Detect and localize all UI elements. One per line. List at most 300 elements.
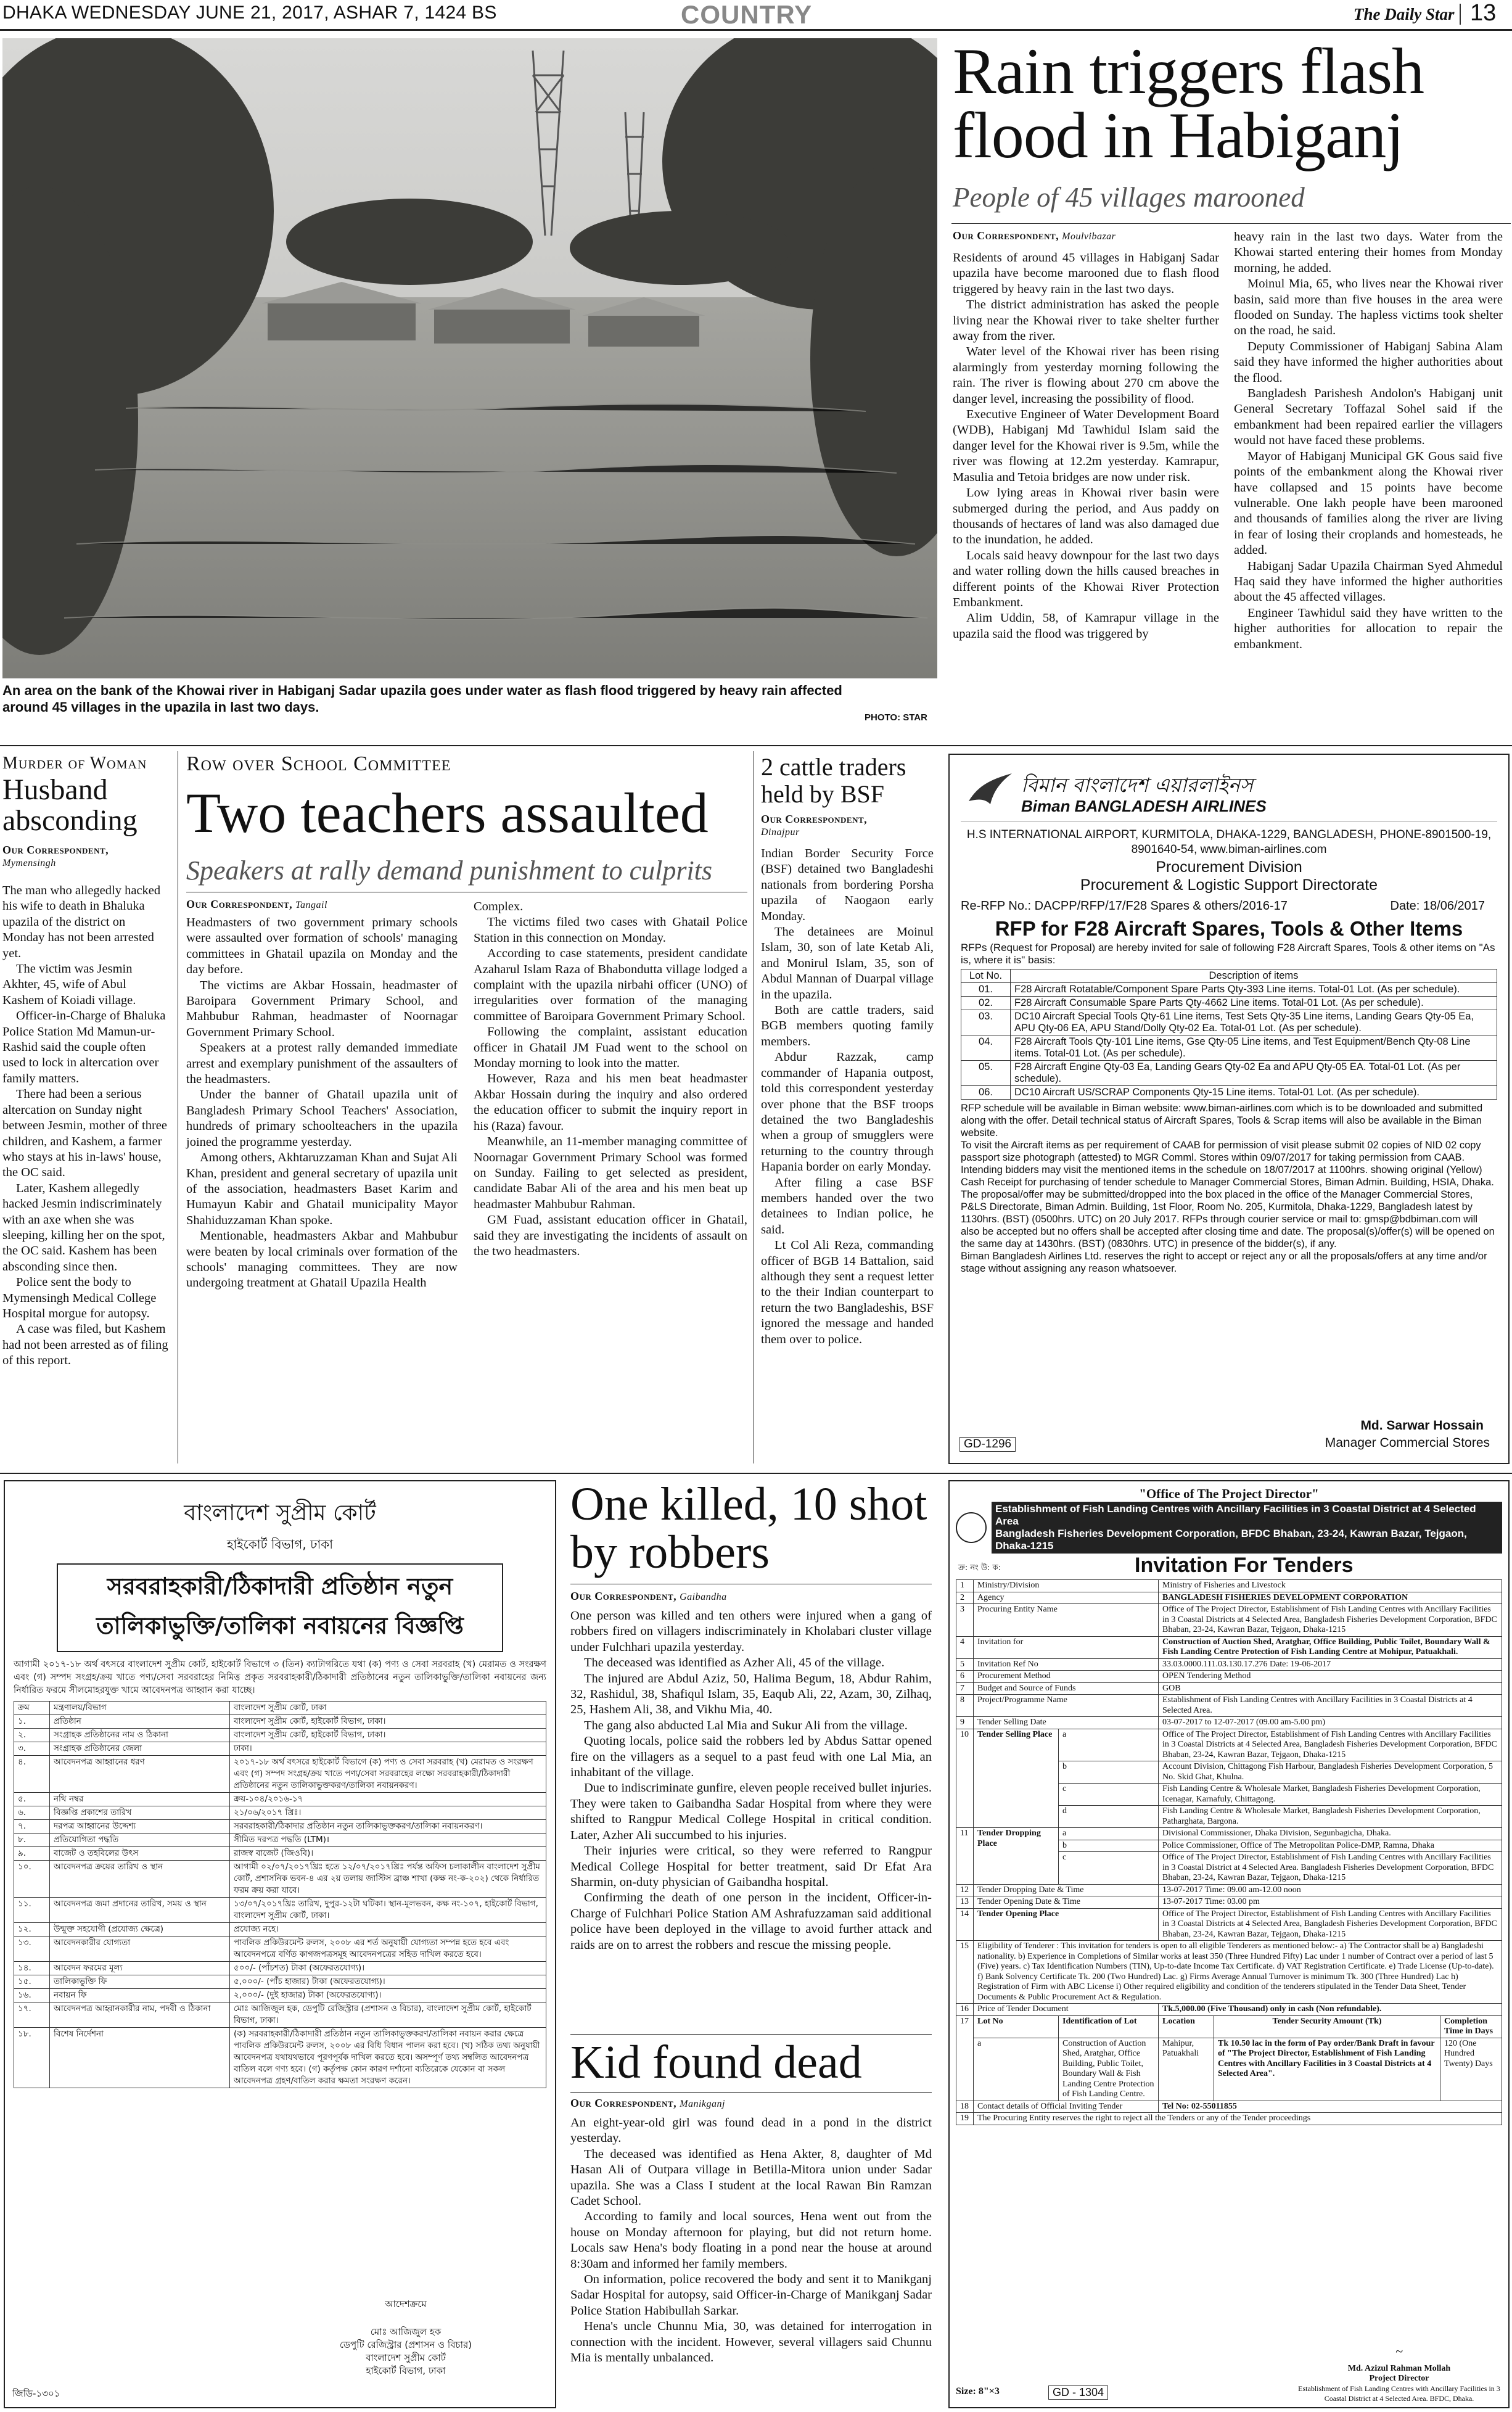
paragraph: The deceased was identified as Hena Akter, 8, daughter of Md Hasan Ali of Outpara village in Betilla-Mitora union under Sadar upazila. She was a Class I student at the local Rawan Bin Ramzan Cadet School. [570, 2147, 932, 2208]
fish-price: Tk.5,000.00 (Five Thousand) only in cash (Non refundable). [1159, 2004, 1502, 2016]
paragraph: On information, police recovered the body and sent it to Manikganj Sadar Hospital for autopsy, said Officer-in-Charge of Manikganj Sadar Police Station Habibullah Sarkar. [570, 2273, 932, 2318]
fish-row-no: 16 [956, 2004, 974, 2016]
robbers-body [570, 1608, 932, 1953]
court-row-item: বিজ্ঞপ্তি প্রকাশের তারিখ [50, 1806, 230, 1820]
lead-byline-place: Moulvibazar [1062, 231, 1116, 242]
fish-selling-val: Office of The Project Director, Establishment of Fish Landing Centres with Ancillary Facilities in 3 Coastal Districts at 4 Selected Area, Bangladesh Fisheries Development Corporation, BFDC Bhaban, 23-24, Kawran Bazar, Tejgaon, Dhaka-1215 [1159, 1729, 1502, 1761]
fish-key: a [1059, 1828, 1159, 1840]
court-row-no: ১০. [14, 1861, 50, 1898]
fish-row-no: 7 [956, 1682, 974, 1695]
court-head-item: মন্ত্রণালয়/বিভাগ [50, 1702, 230, 1715]
fish-row-label: Invitation for [974, 1636, 1159, 1658]
paragraph: Mayor of Habiganj Municipal GK Gous said five points of the embankment along the Khowai river have collapsed and 15 points have become vulnerable. One lakh people have been marooned and thousands of families along the river are living in fear of losing their croplands and homesteads, he added. [1234, 449, 1503, 558]
kid-byline-place: Manikganj [680, 2099, 725, 2109]
robbers-byline [570, 1590, 727, 1603]
masthead-dateline: DHAKA WEDNESDAY JUNE 21, 2017, ASHAR 7, 1424 BS [2, 2, 497, 23]
biman-ref-row [961, 899, 1497, 913]
lot-no: 06. [961, 1086, 1011, 1100]
biman-terms [961, 1102, 1497, 1275]
paragraph: The man who allegedly hacked his wife to death in Bhaluka upazila of the district on Monday has not been arrested yet. [2, 884, 161, 960]
court-row-item: আবেদনপত্র আহ্বানের ধরণ [50, 1756, 230, 1793]
court-row-item: নথি নম্বর [50, 1793, 230, 1806]
photo-caption: An area on the bank of the Khowai river in Habiganj Sadar upazila goes under water as flash flood triggered by heavy rain affected around 45 villages in the upazila in last two days. [2, 683, 842, 715]
fish-h-sec: Tender Security Amount (Tk) [1214, 2015, 1440, 2038]
fish-row-label: Procurement Method [974, 1671, 1159, 1683]
biman-code: GD-1296 [959, 1437, 1016, 1452]
court-row-no: ১৪. [14, 1962, 50, 1975]
fish-row-label: Tender Opening Date & Time [974, 1896, 1159, 1909]
fish-selling-val: Account Division, Chittagong Fish Harbour, Bangladesh Fisheries Development Corporation, 5 No. Skid Ghat, Khulna. [1159, 1761, 1502, 1784]
biman-directorate: Procurement & Logistic Support Directorate [1080, 876, 1378, 894]
fish-sign-org: Establishment of Fish Landing Centres with Ancillary Facilities in 3 Coastal District at 4 Selected Area. BFDC, Dhaka. [1298, 2384, 1500, 2403]
fish-row-val: BANGLADESH FISHERIES DEVELOPMENT CORPORATION [1159, 1592, 1502, 1604]
court-row-val: বাংলাদেশ সুপ্রীম কোর্ট, হাইকোর্ট বিভাগ, ঢাকা। [230, 1715, 546, 1729]
fish-row-no: 19 [956, 2113, 974, 2125]
fish-office: "Office of The Project Director" [1139, 1486, 1319, 1501]
court-sign-name: মোঃ আজিজুল হক [370, 2326, 442, 2337]
robbers-headline: One killed, 10 shot by robbers [570, 1478, 927, 1578]
paragraph: However, Raza and his men beat headmaster Akbar Hossain during the inquiry and also ordered the education officer to submit the inquiry report in his (Raza) favour. [474, 1072, 747, 1133]
fish-code: GD - 1304 [1048, 2385, 1108, 2400]
fish-lot-id: Construction of Auction Shed, Aratghar, Office Building, Public Toilet, Boundary Wall & Fish Landing Centre Protection of Fish Landing Centre. [1059, 2038, 1159, 2101]
lead-subhead: People of 45 villages marooned [953, 182, 1305, 213]
lead-byline [953, 229, 1116, 242]
fish-row-no: 17 [956, 2015, 974, 2101]
kid-body [570, 2115, 932, 2366]
paragraph: Residents of around 45 villages in Habiganj Sadar upazila have become marooned due to flash flood triggered by heavy rain in the last two days. [953, 251, 1219, 296]
paragraph: According to family and local sources, Hena went out from the house on Monday afternoon for playing, but did not return home. Locals saw Hena's body floating in a pond near the house at around 8:30am and informed her family members. [570, 2210, 932, 2271]
paragraph: The deceased was identified as Azher Ali, 45 of the village. [584, 1656, 885, 1670]
paragraph: Confirming the death of one person in the incident, Officer-in-Charge of Fulchhari Police Station AM Ashrafuzzaman said additional police have been deployed in the village to avoid further attack and raids are on to arrest the robbers and rescue the missing people. [570, 1891, 932, 1952]
fish-size: Size: 8"×3 [956, 2386, 1000, 2397]
court-row-item: তালিকাভুক্তি ফি [50, 1975, 230, 1989]
teachers-headline: Two teachers assaulted [186, 781, 709, 844]
fish-row-no: 14 [956, 1908, 974, 1941]
murder-kicker: Murder of Woman [2, 754, 147, 773]
cattle-headline: 2 cattle traders held by BSF [761, 753, 906, 808]
court-row-item: আবেদনপত্র ক্রয়ের তারিখ ও স্থান [50, 1861, 230, 1898]
paragraph: Moinul Mia, 65, who lives near the Khowai river basin, said more than five houses in the area were flooded on Sunday. The hapless victims took shelter on the road, he said. [1234, 277, 1503, 338]
biman-logo-bangla: বিমান বাংলাদেশ এয়ারলাইনস [1021, 773, 1254, 797]
paragraph: There had been a serious altercation on Sunday night between Jesmin, mother of three children, and Kashem, a farmer who stays at his in-laws' house, the OC said. [2, 1087, 167, 1180]
court-row-no: ২. [14, 1729, 50, 1742]
court-row-item: প্রতিযোগিতা পদ্ধতি [50, 1834, 230, 1847]
biman-ad [948, 754, 1510, 1464]
court-row-val: ২,০০০/- (দুই হাজার) টাকা (অফেরতযোগ্য)। [230, 1989, 546, 2002]
paragraph: GM Fuad, assistant education officer in Ghatail, said they are investigating the incidents of assault on the two headmasters. [474, 1213, 747, 1258]
paragraph: After filing a case BSF members handed over the two detainees to Indian police, he said. [761, 1175, 934, 1237]
biman-term: RFP schedule will be available in Biman website: www.biman-airlines.com which is to be downloaded and submitted along with the offer. Detail technical status of Aircraft Spares, Tools & Scrap items will also be available in the Biman website. [961, 1103, 1483, 1138]
court-row-no: ১১. [14, 1898, 50, 1923]
court-row-val: ক্রয়-১০৪/২০১৬-১৭ [230, 1793, 546, 1806]
fish-lot-no: a [974, 2038, 1059, 2101]
paragraph: Following the complaint, assistant education officer in Ghatail JM Fuad went to the school on Monday morning to look into the matter. [474, 1025, 747, 1071]
fish-table [956, 1579, 1502, 2125]
court-head-val: বাংলাদেশ সুপ্রীম কোর্ট, ঢাকা [230, 1702, 546, 1715]
court-row-no: ১৩. [14, 1937, 50, 1962]
desc-header: Description of items [1011, 969, 1497, 983]
fish-row-no: 1 [956, 1580, 974, 1592]
teachers-column-1 [186, 915, 458, 1291]
fish-signature [1297, 2344, 1501, 2403]
paragraph: Abdur Razzak, camp commander of Hapania outpost, told this correspondent yesterday over phone that the BSF troops detained the two Bangladeshis when a group of smugglers were returning to the country through Hapania border on early Monday. [761, 1050, 934, 1174]
murder-byline-text: Our Correspondent, [2, 844, 109, 856]
court-table [14, 1701, 546, 2088]
court-row-val: মোঃ আজিজুল হক, ডেপুটি রেজিস্ট্রার (প্রশাসন ও বিচার), বাংলাদেশ সুপ্রীম কোর্ট, হাইকোর্ট বিভাগ, ঢাকা। [230, 2002, 546, 2028]
paragraph: Alim Uddin, 58, of Kamrapur village in the upazila said the flood was triggered by [953, 611, 1219, 641]
fish-lot-sec: Tk 10.50 lac in the form of Pay order/Bank Draft in favour of "The Project Director, Establishment of Fish Landing Centres with Ancillary Facilities in 3 Coastal Districts at 4 Selected Area". [1214, 2038, 1440, 2101]
fish-row-label: Procuring Entity Name [974, 1604, 1159, 1637]
fish-row-no: 8 [956, 1695, 974, 1717]
court-row-no: ৬. [14, 1806, 50, 1820]
fish-sign-title: Project Director [1369, 2374, 1429, 2383]
fish-selling-val: Fish Landing Centre & Wholesale Market, Bangladesh Fisheries Development Corporation, Icenagar, Karnafuly, Chittagong. [1159, 1784, 1502, 1806]
court-row-no: ৮. [14, 1834, 50, 1847]
fish-title-row [956, 1554, 1502, 1579]
court-ad [4, 1480, 556, 2408]
paragraph: Engineer Tawhidul said they have written to the higher authorities for allocation to repair the embankment. [1234, 606, 1503, 651]
fish-selling-val: Fish Landing Centre & Wholesale Market, Bangladesh Fisheries Development Corporation, Patharghata, Bargona. [1159, 1806, 1502, 1828]
fish-row-label: Project/Programme Name [974, 1695, 1159, 1717]
section-label: COUNTRY [681, 0, 813, 29]
paragraph: Low lying areas in Khowai river basin were submerged during the period, and Aus paddy on thousands of hectares of land was also damaged due to the inundation, he added. [953, 486, 1219, 547]
lead-column-2 [1234, 229, 1503, 652]
court-sign-pre: আদেশক্রমে [385, 2299, 427, 2310]
court-row-no: ৪. [14, 1756, 50, 1793]
paragraph: Hena's uncle Chunnu Mia, 30, was detained for interrogation in connection with the incident. However, several villagers said Chunnu Mia is mentally unbalanced. [570, 2319, 932, 2365]
fish-contact: Tel No: 02-55011855 [1159, 2101, 1502, 2113]
paragraph: Among others, Akhtaruzzaman Khan and Sujat Ali Khan, president and general secretary of upazila unit of the association, headmasters Baset Karim and Humayun Kabir and Ghatail municipality Mayor Shahiduzzaman Khan spoke. [186, 1151, 458, 1227]
court-row-val: ২০১৭-১৮ অর্থ বৎসরে হাইকোর্ট বিভাগে (ক) পণ্য ও সেবা সরবরাহ (খ) মেরামত ও সংরক্ষণ এবং (গ) সম্পদ সংগ্রহ/ক্রয় খাতে পণ্য/সেবা সরবরাহের লক্ষ্যে সরবরাহকারী/ঠিকাদারী প্রতিষ্ঠানের নতুন তালিকাভুক্তকরণ/তালিকা নবায়নকরণ। [230, 1756, 546, 1793]
kid-byline [570, 2097, 725, 2110]
teachers-byline-place: Tangail [295, 900, 327, 910]
lot-no: 02. [961, 997, 1011, 1010]
court-row-item: আবেদনপত্র জমা প্রদানের তারিখ, সময় ও স্থান [50, 1898, 230, 1923]
paragraph: Mentionable, headmasters Akbar and Mahbubur were beaten by local criminals over formation of the schools' managing committees. They are now undergoing treatment at Ghatail Upazila Health [186, 1229, 458, 1290]
biman-sign-name: Md. Sarwar Hossain [1360, 1418, 1484, 1433]
fish-row-no: 4 [956, 1636, 974, 1658]
teachers-byline [186, 898, 327, 911]
paragraph: Indian Border Security Force (BSF) detained two Bangladeshi nationals from bordering Porsha upazila of Naogaon early Monday. [761, 847, 934, 923]
stork-logo-icon [966, 767, 1015, 810]
lot-desc: F28 Aircraft Consumable Spare Parts Qty-4662 Line items. Total-01 Lot. (As per schedule). [1011, 997, 1497, 1010]
fish-row-no: 6 [956, 1671, 974, 1683]
court-row-no: ১৫. [14, 1975, 50, 1989]
court-row-no: ১৮. [14, 2028, 50, 2088]
biman-division: Procurement Division [1156, 858, 1302, 876]
fish-row-no: 13 [956, 1896, 974, 1909]
section-rule [0, 745, 1512, 746]
paragraph: Meanwhile, an 11-member managing committee of Noornagar Government Primary School was formed on Sunday. Failing to get selected as president, candidate Babar Ali of the area and his men beat up headmaster Mahbubur Rahman. [474, 1135, 747, 1211]
fish-row-val: 03-07-2017 to 12-07-2017 (09.00 am-5.00 pm) [1159, 1717, 1502, 1729]
section-rule [0, 1473, 1512, 1474]
teachers-byline-text: Our Correspondent, [186, 898, 293, 910]
fish-ref: ক্র: নং উ: ক: [958, 1563, 1001, 1573]
biman-intro: RFPs (Request for Proposal) are hereby invited for sale of following F28 Aircraft Spares, Tools & other items on "As is, where it is" basis: [961, 942, 1495, 966]
court-row-no: ১৭. [14, 2002, 50, 2028]
fish-dropping-val: Police Commissioner, Office of The Metropolitan Police-DMP, Ramna, Dhaka [1159, 1840, 1502, 1852]
kid-byline-text: Our Correspondent, [570, 2097, 677, 2109]
fish-row-no: 12 [956, 1884, 974, 1896]
kid-rule [570, 2092, 932, 2093]
paragraph: Their injuries were critical, so they were referred to Rangpur Medical College Hospital for better treatment, said Dr Efat Ara Sharmin, on-duty physician of Gaibandha hospital. [570, 1844, 932, 1889]
paragraph: The victims filed two cases with Ghatail Police Station in this connection on Monday. [474, 915, 747, 945]
paragraph: Locals said heavy downpour for the last two days and water rolling down the hills caused breaches in different points of the Khowai River Protection Embankment. [953, 548, 1219, 609]
court-row-val: ১৩/০৭/২০১৭খ্রিঃ তারিখ, দুপুর-১২টা ঘটিকা। স্থান-মূলভবন, কক্ষ নং-১০৭, হাইকোর্ট বিভাগ, বাংলাদেশ সুপ্রীম কোর্ট, ঢাকা। [230, 1898, 546, 1923]
biman-address: H.S INTERNATIONAL AIRPORT, KURMITOLA, DHAKA-1229, BANGLADESH, PHONE-8901500-19, 8901640-54, www.biman-airlines.com [966, 828, 1492, 856]
fish-row-no: 2 [956, 1592, 974, 1604]
paragraph: Headmasters of two government primary schools were assaulted over formation of schools' managing committees in Ghatail upazila on Monday and the day before. [186, 916, 458, 977]
bfdc-logo-icon [956, 1512, 987, 1543]
court-banner [57, 1563, 503, 1652]
court-row-val: প্রযোজ্য নহে। [230, 1923, 546, 1937]
murder-byline [2, 844, 169, 870]
paragraph: The victims are Akbar Hossain, headmaster of Baroipara Government Primary School, and Mahbubur Rahman, headmaster of Noornagar Government Primary School. [186, 978, 458, 1039]
paragraph: Water level of the Khowai river has been rising alarmingly from yesterday morning following the rain. The river is flowing about 270 cm above the danger level, increasing the possibility of flood. [953, 345, 1219, 406]
court-intro: আগামী ২০১৭-১৮ অর্থ বৎসরে বাংলাদেশ সুপ্রীম কোর্ট, হাইকোর্ট বিভাগে ৩ (তিন) ক্যাটাগরিতে যথা (ক) পণ্য ও সেবা সরবরাহ (খ) মেরামত ও সংরক্ষণ এবং (গ) সম্পদ সংগ্রহ/ক্রয় খাতে পণ্য/সেবা সরবরাহের নিমিত্ত প্রকৃত সরবরাহকারী/ঠিকাদারী প্রতিষ্ঠানের নতুন তালিকাভুক্তি/তালিকা নবায়নের জন্য নির্ধারিত ফরমে সীলমোহরযুক্ত খামে আবেদনপত্র আহ্বান করা যাচ্ছে। [14, 1660, 546, 1695]
court-row-val: পাবলিক প্রকিউরমেন্ট রুলস, ২০০৮ এর শর্ত অনুযায়ী যোগ্যতা সম্পন্ন হতে হবে এবং আবেদনপত্রে বর্ণিত কাগজপত্রসমূহ আবেদনপত্রের সহিত দাখিল করতে হবে। [230, 1937, 546, 1962]
biman-title: RFP for F28 Aircraft Spares, Tools & Other Items [995, 917, 1463, 940]
court-subtitle: হাইকোর্ট বিভাগ, ঢাকা [226, 1537, 334, 1552]
fish-dropping-val: Divisional Commissioner, Dhaka Division, Segunbagicha, Dhaka. [1159, 1828, 1502, 1840]
court-row-item: সংগ্রাহক প্রতিষ্ঠানের নাম ও ঠিকানা [50, 1729, 230, 1742]
court-row-item: সংগ্রাহক প্রতিষ্ঠানের জেলা [50, 1742, 230, 1756]
lot-no: 05. [961, 1061, 1011, 1086]
paragraph: Bangladesh Parishesh Andolon's Habiganj unit General Secretary Toffazal Sohel said if the embankment had been repaired earlier the villagers would not have faced these problems. [1234, 387, 1503, 448]
fish-row-no: 11 [956, 1828, 974, 1885]
court-row-item: উন্মুক্ত সহযোগী (প্রযোজ্য ক্ষেত্রে) [50, 1923, 230, 1937]
biman-date: Date: 18/06/2017 [1390, 899, 1485, 913]
paragraph: A case was filed, but Kashem had not been arrested as of filing of this report. [2, 1322, 168, 1368]
story-rule [570, 2034, 932, 2035]
photo-credit: PHOTO: STAR [865, 712, 927, 723]
court-signature [313, 2298, 498, 2377]
masthead-rule [0, 29, 1512, 31]
court-row-item: বাজেট ও তহবিলের উৎস [50, 1847, 230, 1861]
court-row-no: ৩. [14, 1742, 50, 1756]
biman-rfp-no: Re-RFP No.: DACPP/RFP/17/F28 Spares & others/2016-17 [961, 899, 1288, 913]
fish-dropping-val: Office of The Project Director, Establishment of Fish Landing Centres with Ancillary Facilities in 3 Coastal District at 4 Selected Area. Bangladesh Fisheries Development Corporation, BFDC Bhaban, 23-24, Kawran Bazar, Tejgaon, Dhaka-1215 [1159, 1852, 1502, 1885]
court-row-val: ২১/০৬/২০১৭ খ্রিঃ। [230, 1806, 546, 1820]
lead-column-1 [953, 250, 1219, 642]
fish-row-no: 10 [956, 1729, 974, 1828]
teachers-subhead: Speakers at rally demand punishment to culprits [186, 855, 713, 886]
paragraph: Habiganj Sadar Upazila Chairman Syed Ahmedul Haq said they have informed the higher authorities about the 45 affected villages. [1234, 559, 1503, 604]
fish-row-label: Tender Dropping Date & Time [974, 1884, 1159, 1896]
fish-corp: Bangladesh Fisheries Development Corporation, BFDC Bhaban, 23-24, Kawran Bazar, Tejgaon, Dhaka-1215 [995, 1528, 1467, 1552]
fish-row-val: 33.03.0000.111.03.130.17.276 Date: 19-06-2017 [1159, 1658, 1502, 1671]
fish-row-val: GOB [1159, 1682, 1502, 1695]
fish-price-label: Price of Tender Document [974, 2004, 1159, 2016]
court-row-item: বিশেষ নির্দেশনা [50, 2028, 230, 2088]
paragraph: Quoting locals, police said the robbers led by Abdus Sattar opened fire on the villagers as a sequel to a past feud with one Lal Mia, an inhabitant of the village. [570, 1734, 932, 1780]
fish-key: a [1059, 1729, 1159, 1761]
court-row-item: দরপত্র আহ্বানের উদ্দেশ্য [50, 1820, 230, 1834]
court-row-val: ৫০০/- (পাঁচশত) টাকা (অফেরতযোগ্য)। [230, 1962, 546, 1975]
cattle-body [761, 846, 934, 1348]
fish-header [956, 1502, 1502, 1554]
court-head-no: ক্রম [14, 1702, 50, 1715]
paragraph: The injured are Abdul Aziz, 50, Halima Begum, 18, Abdur Rahim, 32, Rashidul, 38, Shafiqul Islam, 35, Eaqub Ali, 22, Azam, 30, Zilhaq, 25, Hashem Ali, 38, and Vikhu Mia, 40. [570, 1671, 932, 1717]
lot-no: 04. [961, 1035, 1011, 1061]
fish-row-no: 15 [956, 1941, 974, 2004]
cattle-byline-place: Dinajpur [761, 827, 800, 838]
fish-selling-label: Tender Selling Place [974, 1729, 1059, 1828]
paragraph: The gang also abducted Lal Mia and Sukur Ali from the village. [584, 1718, 908, 1732]
teachers-kicker: Row over School Committee [186, 752, 451, 775]
court-row-val: ঢাকা। [230, 1742, 546, 1756]
paragraph: heavy rain in the last two days. Water from the Khowai started entering their homes from Monday morning, he added. [1234, 230, 1503, 275]
paragraph: According to case statements, president candidate Azaharul Islam Raza of Bhabondutta village lodged a complaint with the upazila nirbahi officer (UNO) of irregularities over formation of the managing committee of Baroipara Government Primary School. [474, 947, 747, 1023]
court-row-no: ৭. [14, 1820, 50, 1834]
biman-lot-table [961, 969, 1497, 1100]
robbers-byline-text: Our Correspondent, [570, 1590, 677, 1602]
fish-row-no: 3 [956, 1604, 974, 1637]
court-row-no: ১. [14, 1715, 50, 1729]
murder-headline: Husband absconding [2, 773, 138, 837]
biman-term: Intending bidders may visit the mentioned items in the schedule on 18/07/2017 at 1100hrs. showing original (Yellow) Cash Receipt for purchasing of tender schedule to Manager Commercial Stores, Biman Admin. Building, HSIA, Dhaka. [961, 1164, 1494, 1188]
court-row-val: সীমিত দরপত্র পদ্ধতি (LTM)। [230, 1834, 546, 1847]
fish-key: c [1059, 1852, 1159, 1885]
biman-term: Biman Bangladesh Airlines Ltd. reserves the right to accept or reject any or all the proposals/offers at any time and/or stage without assigning any reason whatsoever. [961, 1251, 1487, 1274]
lead-rule [951, 223, 1511, 224]
fish-opening: Office of The Project Director, Establishment of Fish Landing Centres with Ancillary Facilities in 3 Coastal Districts at 4 Selected Area, Bangladesh Fisheries Development Corporation, BFDC Bhaban, 23-24, Kawran Bazar, Tejgaon, Dhaka-1215 [1159, 1908, 1502, 1941]
paragraph: Lt Col Ali Reza, commanding officer of BGB 14 Battalion, said although they sent a request letter to the their Indian counterpart to return the two Bangladeshis, BSF ignored the message and handed them over to police. [761, 1238, 934, 1346]
court-code: জিডি-১৩০১ [12, 2388, 60, 2399]
fish-eligibility: Eligibility of Tenderer : This invitation for tenders is open to all eligible Tenderers as mentioned below:- a) The Contractor shall be a) Bangladeshi nationality. b) Experience in Completions of Similar works at least 350 (Three Hundred Fifty) Lac under 1 number of Contract over a period of last 5 (Five) years. c) Tax Identification Numbers (TIN), Up-to-date Income Tax Certificate. d) VAT Registration Certificate. e) Trade License (Up-to-date). f) Bank Solvency Certificate Tk. 200 (Two Hundred) Lac. g) Firms Average Annual Turnover is minimum Tk. 300 (Three Hundred) Lac h) Registration of Firm with ABC License i) Other required eligibility and condition of the tenderers stipulated in the Tender Data Sheet, Tender Documents & Public Procurement Act & Regulation. [974, 1941, 1502, 2004]
fish-row-val: Establishment of Fish Landing Centres with Ancillary Facilities in 3 Coastal Districts at 4 Selected Area. [1159, 1695, 1502, 1717]
court-row-val: সরবরাহকারী/ঠিকাদার প্রতিষ্ঠান নতুন তালিকাভুক্তকরণ/তালিকা নবায়নকরণ। [230, 1820, 546, 1834]
fish-row-no: 9 [956, 1717, 974, 1729]
fish-lot-loc: Mahipur, Patuakhali [1159, 2038, 1214, 2101]
court-row-item: প্রতিষ্ঠান [50, 1715, 230, 1729]
signature-mark: ~ [1395, 2344, 1403, 2359]
flood-photo [2, 38, 937, 678]
court-row-val: ৫,০০০/- (পাঁচ হাজার) টাকা (অফেরতযোগ্য)। [230, 1975, 546, 1989]
fish-tender-ad [948, 1480, 1510, 2408]
fish-contact-label: Contact details of Official Inviting Tender [974, 2101, 1159, 2113]
robbers-byline-place: Gaibandha [680, 1592, 727, 1602]
masthead-divider [1460, 4, 1461, 25]
paper-logo: The Daily Star [1354, 5, 1455, 23]
court-row-val: বাংলাদেশ সুপ্রীম কোর্ট, হাইকোর্ট বিভাগ, ঢাকা। [230, 1729, 546, 1742]
murder-byline-place: Mymensingh [2, 858, 56, 868]
fish-row-label: Agency [974, 1592, 1159, 1604]
fish-row-label: Budget and Source of Funds [974, 1682, 1159, 1695]
paragraph: The detainees are Moinul Islam, 30, son of late Ketab Ali, and Monirul Islam, 35, son of Abdul Mannan of Duarpal village in the upazila. [761, 925, 934, 1002]
paragraph: Speakers at a protest rally demanded immediate arrest and exemplary punishment of the assaulters of the headmasters. [186, 1041, 458, 1087]
fish-key: c [1059, 1784, 1159, 1806]
lot-desc: F28 Aircraft Tools Qty-101 Line items, Gse Qty-05 Line items, and Test Equipment/Bench Qty-08 Line items. Total-01 Lot. (As per schedule). [1011, 1035, 1497, 1061]
court-row-val: আগামী ০২/০৭/২০১৭খ্রিঃ হতে ১২/০৭/২০১৭খ্রিঃ পর্যন্ত অফিস চলাকালীন বাংলাদেশ সুপ্রীম কোর্ট, প্রশাসনিক ভবন-৪ এর ২য় তলায় জাস্টিস ব্রাঞ্চ শাখা (কক্ষ নং-ক-২০২) থেকে নির্ধারিত ফরম ক্রয় করা যাবে। [230, 1861, 546, 1898]
fish-h-id: Identification of Lot [1059, 2015, 1159, 2038]
fish-row-label: Invitation Ref No [974, 1658, 1159, 1671]
paragraph: Complex. [474, 900, 524, 913]
paragraph: The victim was Jesmin Akhter, 45, wife of Abul Kashem of Koiadi village. [2, 962, 136, 1007]
court-row-item: আবেদনকারীর যোগ্যতা [50, 1937, 230, 1962]
fish-row-val: Ministry of Fisheries and Livestock [1159, 1580, 1502, 1592]
court-banner-line-1: সরবরাহকারী/ঠিকাদারী প্রতিষ্ঠান নতুন [107, 1573, 453, 1600]
court-row-no: ১৬. [14, 1989, 50, 2002]
paragraph: Later, Kashem allegedly hacked Jesmin indiscriminately with an axe when she was sleeping, killing her on the spot, the OC said. Kashem has been absconding since then. [2, 1181, 165, 1274]
fish-row-label: Tender Selling Date [974, 1717, 1159, 1729]
teachers-column-2 [474, 899, 747, 1259]
biman-sign-title: Manager Commercial Stores [1325, 1436, 1490, 1450]
court-row-no: ৯. [14, 1847, 50, 1861]
fish-row-no: 18 [956, 2101, 974, 2113]
fish-row-val: OPEN Tendering Method [1159, 1671, 1502, 1683]
paragraph: One person was killed and ten others were injured when a gang of robbers fired on villagers indiscriminately in Kholabari cluster village under Fulchhari upazila yesterday. [570, 1609, 932, 1654]
fish-key: b [1059, 1840, 1159, 1852]
fish-h-time: Completion Time in Days [1440, 2015, 1502, 2038]
kid-headline: Kid found dead [570, 2036, 862, 2088]
court-row-val: (ক) সরবরাহকারী/ঠিকাদারী প্রতিষ্ঠান নতুন তালিকাভুক্তকরণ/তালিকা নবায়ন করার ক্ষেত্রে পাবলিক প্রকিউরমেন্ট রুলস, ২০০৮ এর বিধি বিধান পালন করা হবে। (খ) সঠিক তথ্য অনুযায়ী আবেদনপত্র যথাযথভাবে পূরণপূর্বক দাখিল করতে হবে। অসম্পূর্ণ তথ্য সম্বলিত আবেদনপত্র বাতিল বলে গণ্য হবে। (গ) কর্তৃপক্ষ কোন কারণ দর্শানো ব্যতিরেকে যেকোন বা সকল আবেদনপত্র গ্রহণ/বাতিল করার ক্ষমতা সংরক্ষণ করেন। [230, 2028, 546, 2088]
fish-row-val: 13-07-2017 Time: 09.00 am-12.00 noon [1159, 1884, 1502, 1896]
murder-body [2, 883, 169, 1369]
lot-desc: F28 Aircraft Rotatable/Component Spare Parts Qty-393 Line items. Total-01 Lot. (As per schedule). [1011, 983, 1497, 997]
fish-h-loc: Location [1159, 2015, 1214, 2038]
biman-logo-english: Biman BANGLADESH AIRLINES [1021, 797, 1267, 815]
paragraph: Police sent the body to Mymensingh Medical College Hospital morgue for autopsy. [2, 1275, 157, 1320]
court-row-item: আবেদন ফরমের মূল্য [50, 1962, 230, 1975]
cattle-byline [761, 813, 946, 839]
court-row-val: রাজস্ব বাজেট (জিওবি)। [230, 1847, 546, 1861]
fish-lot-time: 120 (One Hundred Twenty) Days [1440, 2038, 1502, 2101]
paragraph: Officer-in-Charge of Bhaluka Police Station Md Mamun-ur-Rashid said the couple often used to lock in altercation over family matters. [2, 1009, 166, 1085]
paragraph: Executive Engineer of Water Development Board (WDB), Habiganj Md Tawhidul Islam said the danger level for the Khowai river is 9.5m, while the river was flowing at 12.2m yesterday. Kamrapur, Masulia and Tetoia bridges are now under risk. [953, 408, 1219, 484]
paragraph: The district administration has asked the people living near the Khowai river to take shelter further away from the river. [953, 298, 1219, 344]
lot-desc: F28 Aircraft Engine Qty-03 Ea, Landing Gears Qty-02 Ea and APU Qty-05 EA. Total-01 Lot. (As per schedule). [1011, 1061, 1497, 1086]
flood-photo-illustration [2, 38, 937, 678]
court-row-no: ১২. [14, 1923, 50, 1937]
court-sign-div: হাইকোর্ট বিভাগ, ঢাকা [366, 2365, 446, 2376]
paragraph: Deputy Commissioner of Habiganj Sabina Alam said they have informed the higher authorities about the flood. [1234, 339, 1503, 385]
fish-row-val: 13-07-2017 Time: 03.00 pm [1159, 1896, 1502, 1909]
court-row-no: ৫. [14, 1793, 50, 1806]
paragraph: Both are cattle traders, said BGB members quoting family members. [761, 1003, 934, 1048]
fish-dropping-label: Tender Dropping Place [974, 1828, 1059, 1885]
paragraph: Under the banner of Ghatail upazila unit of Bangladesh Primary School Teachers' Association, hundreds of primary schoolteachers in the upazila joined the programme yesterday. [186, 1088, 458, 1149]
fish-note: The Procuring Entity reserves the right to reject all the Tenders or any of the Tender proceedings [974, 2113, 1502, 2125]
biman-logo [961, 761, 1497, 821]
fish-row-val: Office of The Project Director, Establishment of Fish Landing Centres with Ancillary Facilities in 3 Coastal Districts at 4 Selected Area, Bangladesh Fisheries Development Corporation, BFDC Bhaban, 23-24, Kawran Bazar, Tejgaon, Dhaka-1215 [1159, 1604, 1502, 1637]
lead-byline-text: Our Correspondent, [953, 229, 1059, 242]
fish-header-text [992, 1502, 1502, 1554]
lot-desc: DC10 Aircraft Special Tools Qty-61 Line items, Test Sets Qty-35 Line items, Landing Gears Qty-05 Ea, APU Qty-06 EA, APU Stand/Dolly Qty-02 Ea. Total-01 Lot. (As per schedule). [1011, 1010, 1497, 1035]
fish-project: Establishment of Fish Landing Centres with Ancillary Facilities in 3 Coastal District at 4 Selected Area [995, 1503, 1476, 1527]
court-banner-line-2: তালিকাভুক্তি/তালিকা নবায়নের বিজ্ঞপ্তি [96, 1612, 464, 1639]
lead-headline: Rain triggers flash flood in Habiganj [953, 35, 1424, 171]
court-sign-org: বাংলাদেশ সুপ্রীম কোর্ট [366, 2352, 446, 2363]
page-number: 13 [1470, 0, 1497, 26]
fish-opening-label: Tender Opening Place [974, 1908, 1159, 1941]
court-sign-title: ডেপুটি রেজিস্ট্রার (প্রশাসন ও বিচার) [339, 2339, 472, 2350]
fish-key: d [1059, 1806, 1159, 1828]
fish-row-no: 5 [956, 1658, 974, 1671]
lot-no: 03. [961, 1010, 1011, 1035]
fish-row-val: Construction of Auction Shed, Aratghar, Office Building, Public Toilet, Boundary Wall & Fish Landing Centre Protection of Fish Landing Centre at Mohipur, Patuakhali. [1159, 1636, 1502, 1658]
lot-header: Lot No. [961, 969, 1011, 983]
paragraph: An eight-year-old girl was found dead in a pond in the district yesterday. [570, 2116, 932, 2146]
court-row-item: নবায়ন ফি [50, 1989, 230, 2002]
lot-no: 01. [961, 983, 1011, 997]
court-title: বাংলাদেশ সুপ্রীম কোর্ট [184, 1500, 376, 1526]
paragraph: Due to indiscriminate gunfire, eleven people received bullet injuries. They were taken to Gaibandha Sadar Hospital from where they were shifted to Rangpur Medical College Hospital in critical condition. Later, Azher Ali succumbed to his injuries. [570, 1781, 932, 1842]
fish-key: b [1059, 1761, 1159, 1784]
court-row-item: আবেদনপত্র আহ্বানকারীর নাম, পদবী ও ঠিকানা [50, 2002, 230, 2028]
biman-term: To visit the Aircraft items as per requirement of CAAB for permission of visit please submit 02 copies of NID 02 copy passport size photograph (attested) to MGR Comml. Stores within 09/07/2017 for taking permission from CAAB. [961, 1140, 1481, 1163]
fish-sign-name: Md. Azizul Rahman Mollah [1347, 2364, 1451, 2373]
